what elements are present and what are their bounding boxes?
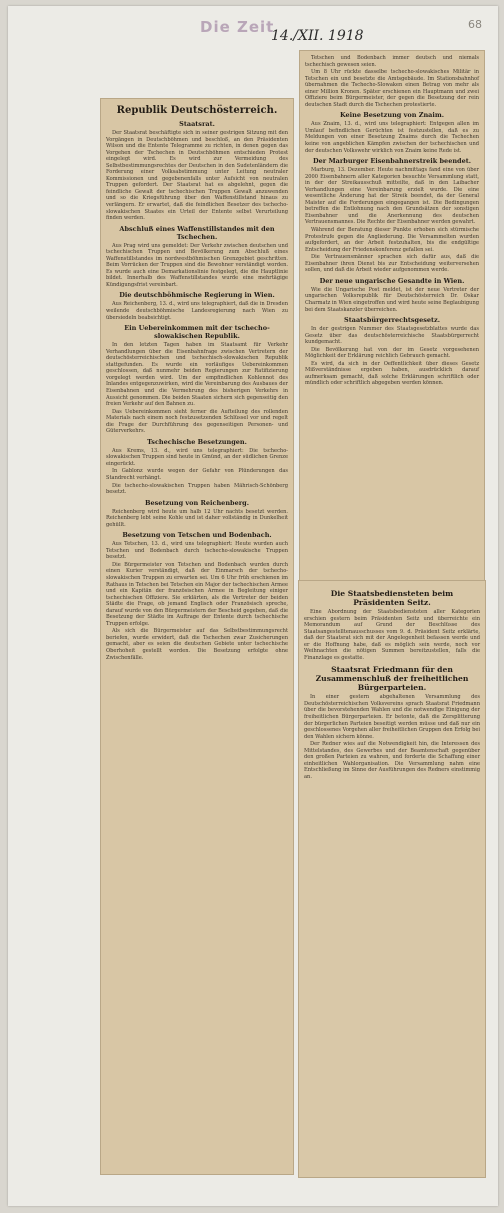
paragraph: Tetschen und Bodenbach immer deutsch und niemals tschechisch gewesen seien.: [305, 55, 479, 68]
paragraph: In einer gestern abgehaltenen Versammlung des Deutschösterreichischen Volksvereins sprach Staatsrat Friedmann über die bevorstehenden Wahlen und die notwendige Einigung der freiheitlichen Bürgerparteien. Er betonte, daß die Zersplitterung der bürgerlichen Parteien beseitigt werden müsse und daß nur ein geschlossenes Vorgehen aller freiheitlichen Gruppen den Erfolg bei den Wahlen sichern könne.: [304, 694, 480, 740]
section-heading: Die Staatsbediensteten beim Präsidenten Seitz.: [330, 589, 454, 607]
right-bottom-text: [299, 581, 485, 785]
section-heading: Ein Uebereinkommen mit der tschecho-slowakischen Republik.: [124, 324, 270, 341]
left-column-text: [101, 99, 293, 666]
paragraph: Wie die Ungarische Post meldet, ist der neue Vertreter der ungarischen Volksrepublik für Deutschösterreich Dr. Oskar Charmatz in Wien eingetroffen und wird heute seine Beglaubigung bei dem Staatskanzler überreichen.: [305, 286, 479, 313]
clipping-right-top: [299, 50, 485, 582]
paragraph: Um 8 Uhr rückte dasselbe tschecho-slowakisches Militär in Tetschen ein und besetzte die Amtsgebäude. Im Stationsbahnhof übernahmen die Tschecho-Slowaken einen Betrag von mehr als einer Million Kronen. Später erschienen ein Hauptmann und zwei Offiziere beim Bürgermeister, der gegen die Besetzung der rein deutschen Stadt durch die Tschechen protestierte.: [305, 69, 479, 108]
paragraph: Der Staatsrat beschäftigte sich in seiner gestrigen Sitzung mit den Vorgängen in Deutschböhmen und beschloß, an den Präsidenten Wilson und die Entente Telegramme zu richten, in denen gegen das Vorgehen der Tschechen in Deutschböhmen entschieden Protest eingelegt wird. Es wird zur Vermeidung des Selbstbestimmungsrechtes der Deutschen in den Sudetenländern die Forderung einer Volksabstimmung unter Leitung neutraler Kommissionen und gegebenenfalls unter Aufsicht von neutralen Truppen gefordert. Der Staatsrat hat es abgelehnt, gegen die feindliche Gewalt der tschechischen Truppen Gewalt anzuwenden und so die Kriegsführung über den Waffenstillstand hinaus zu verlängern. Er erwartet, daß die feindlichen Besetzer des tschecho-slowakischen Staates ein Urteil der Entente selbst Verurteilung finden werden.: [106, 130, 288, 222]
paragraph: Die tschecho-slowakischen Truppen haben Mährisch-Schönberg besetzt.: [106, 482, 288, 496]
article-title: Republik Deutschösterreich.: [116, 105, 278, 116]
section-heading: Der neue ungarische Gesandte in Wien.: [319, 276, 465, 285]
paragraph: Marburg, 13. Dezember. Heute nachmittags fand eine von über 2000 Eisenbahnern aller Kategorien besuchte Versammlung statt, in der der Streikausschuß mitteilte, daß in den Laibacher Verhandlungen eine Vereinbarung erzielt wurde. Die eine wesentliche Änderung hat der Streik beendet, da der General Maister auf die Forderungen eingegangen ist. Die Bedingungen betreffen die Entlohnung nach den Grundsätzen der sonstigen Eisenbahner und die Anerkennung des deutschen Vertrauensmannes. Die Rechte der Eisenbahner werden gewahrt.: [305, 167, 479, 226]
paragraph: Eine Abordnung der Staatsbediensteten aller Kategorien erschien gestern beim Präsidenten Seitz und überreichte ein Memorandum auf Grund der Beschlüsse des Staatsangestelltenausschusses vom 9. d. Präsident Seitz erklärte, daß der Staatsrat sich mit der Angelegenheit befassen werde und er die Hoffnung habe, daß es möglich sein werde, noch vor Weihnachten die nötigen Summen bereitzustellen, falls die Finanzlage es gestatte.: [304, 609, 480, 661]
section-heading: Staatsrat.: [179, 120, 215, 128]
section-heading: Die deutschböhmische Regierung in Wien.: [119, 291, 275, 300]
paragraph: Der Redner wies auf die Notwendigkeit hin, die Interessen des Mittelstandes, des Gewerbes und der Beamtenschaft gegenüber den großen Parteien zu wahren, und forderte die Schaffung einer einheitlichen Wahlorganisation. Die Versammlung nahm eine Entschließung im Sinne der Ausführungen des Redners einstimmig an.: [304, 741, 480, 780]
right-top-text: [300, 51, 484, 392]
paragraph: Das Uebereinkommen sieht ferner die Aufteilung des rollenden Materials nach einem noch festzusetzenden Schlüssel vor und regelt die Frage der Durchführung des gegenseitigen Personen- und Güterverkehrs.: [106, 408, 288, 435]
paragraph: Die Vertrauensmänner sprachen sich dafür aus, daß die Eisenbahner ihren Dienst bis zur Entscheidung weiterversehen sollen, und daß die Arbeit wieder aufgenommen werde.: [305, 254, 479, 274]
section-heading: Staatsbürgerrechtsgesetz.: [344, 316, 440, 325]
section-heading: Keine Besetzung von Znaim.: [339, 111, 444, 120]
paragraph: Reichenberg wird heute um halb 12 Uhr nachts besetzt werden. Reichenberg lebt seine Kohle und ist daher vollständig in Dunkelheit gehüllt.: [106, 508, 288, 528]
paragraph: Die Bürgermeister von Tetschen und Bodenbach wurden durch einen Kurier verständigt, daß der Einmarsch der tschecho-slowakischen Truppen zu erwarten sei. Um 6 Uhr früh erschienen im Rathaus in Tetschen bei Tetschen ein Major der tschechischen Armee und ein Kapitän der französischen Armee in Begleitung einiger tschechischen Offiziere. Sie erklärten, als die Vertreter der beiden Städte die Frage, ob jemand Englisch oder Französisch spreche, darauf wurde von den Bürgermeistern der Bescheid gegeben, daß die Besetzung der Städte im Auftrage der Entente durch tschechische Truppen erfolge.: [106, 561, 288, 627]
section-heading: Staatsrat Friedmann für den Zusammenschluß der freiheitlichen Bürgerparteien.: [315, 665, 469, 693]
clipping-right-bottom: [298, 580, 486, 1178]
paragraph: Aus Krems, 13. d., wird uns telegraphiert: Die tschecho-slowakischen Truppen sind heute in Gmünd, an der südlichen Grenze eingerückt.: [106, 447, 288, 467]
newspaper-stamp: Die Zeit: [200, 18, 275, 36]
section-heading: Besetzung von Reichenberg.: [145, 498, 249, 507]
paragraph: Als sich die Bürgermeister auf das Selbstbestimmungsrecht beriefen, wurde erwidert, daß die Tschechen zwar Zusicherungen gemacht, aber es seien die deutschen Gebiete unter tschechische Oberhoheit gestellt worden. Die Besetzung erfolgte ohne Zwischenfälle.: [106, 628, 288, 661]
clipping-left-column: [100, 98, 294, 1175]
paragraph: Aus Tetschen, 13. d., wird uns telegraphiert: Heute wurden auch Tetschen und Bodenbach durch tschecho-slowakische Truppen besetzt.: [106, 541, 288, 561]
section-heading: Tschechische Besetzungen.: [147, 437, 247, 446]
paragraph: Aus Prag wird uns gemeldet: Der Verkehr zwischen deutschen und tschechischen Truppen und Bevölkerung zum Abschluß eines Waffenstillstandes im nordwestböhmischen Grenzgebiet geschritten. Beim Vorrücken der Truppen sind die Bewohner verständigt worden. Es wurde auch eine Demarkationslinie festgelegt, die die Hauptlinie bildet. Innerhalb des Waffenstillstandes wurde eine mehrtägige Kündigungsfrist vereinbart.: [106, 242, 288, 288]
right-sections-top: [305, 111, 479, 387]
section-heading: Besetzung von Tetschen und Bodenbach.: [122, 531, 272, 540]
paragraph: In den letzten Tagen haben im Staatsamt für Verkehr Verhandlungen über die Eisenbahnfrage zwischen Vertretern der deutschösterreichischen und tschechisch-slowakischen Republik stattgefunden. Es wurde ein vorläufiges Uebereinkommen geschlossen, daß nunmehr beiden Regierungen zur Ratifizierung vorgelegt werden wird. Um der empfindlichen Kohlennot des Inlandes entgegenzuwirken, wird die Vereinbarung des Ausbaues der Eisenbahnen und die Vermehrung des bisherigen Verkehrs in Aussicht genommen. Die beiden Staaten sichern sich gegenseitig den freien Verkehr auf den Bahnen zu.: [106, 342, 288, 408]
paragraph: Die Bevölkerung hat von der im Gesetz vorgesehenen Möglichkeit der Erklärung reichlich Gebrauch gemacht.: [305, 346, 479, 360]
paragraph: Aus Znaim, 13. d., wird uns telegraphiert: Entgegen allen im Umlauf befindlichen Gerüchten ist festzustellen, daß es zu Meldungen von einer Besetzung Znaims durch die Tschechen keine von angeblichen Kämpfen zwischen der tschechischen und der deutschen Volkswehr wirklich von Znaim keine Rede ist.: [305, 121, 479, 154]
paragraph: Während der Beratung dieser Punkte erhoben sich stürmische Protestrufe gegen die Angliederung. Die Versammelten wurden aufgefordert, an der Arbeit festzuhalten, bis die endgültige Entscheidung der Friedenskonferenz gefallen sei.: [305, 227, 479, 253]
section-heading: Abschluß eines Waffenstillstandes mit den Tschechen.: [119, 224, 275, 241]
paragraph: Aus Reichenberg, 13. d., wird uns telegraphiert, daß die in Dresden weilende deutschböhmische Landesregierung nach Wien zu übersiedeln beabsichtigt.: [106, 301, 288, 321]
paragraph: In Gablonz wurde wegen der Gefahr von Plünderungen das Standrecht verhängt.: [106, 468, 288, 481]
paragraph: In der gestrigen Nummer des Staatsgesetzblattes wurde das Gesetz über das deutschösterreichische Staatsbürgerrecht kundgemacht.: [305, 326, 479, 346]
left-sections: [106, 120, 288, 661]
right-intro: [305, 55, 479, 108]
handwritten-date: 14./XII. 1918: [271, 28, 364, 44]
page-number: 68: [468, 18, 482, 31]
right-sections-bottom: [304, 589, 480, 780]
paragraph: Es wird, da sich in der Oeffentlichkeit über dieses Gesetz Mißverständnisse ergeben haben, ausdrücklich darauf aufmerksam gemacht, daß solche Erklärungen schriftlich oder mündlich oder schriftlich abgegeben werden können.: [305, 360, 479, 387]
section-heading: Der Marburger Eisenbahnerstreik beendet.: [312, 157, 471, 166]
